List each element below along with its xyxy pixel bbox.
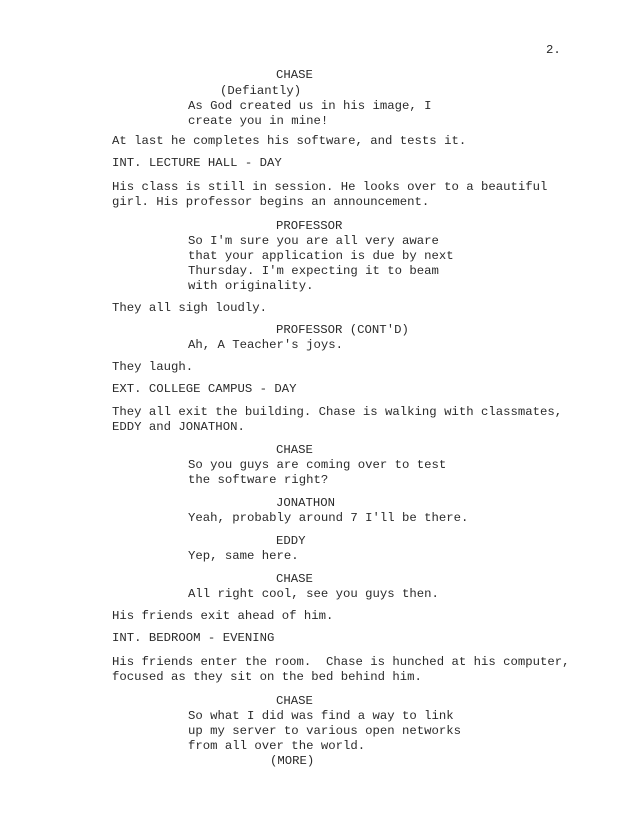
page-number: 2. <box>546 43 561 57</box>
action-line: His class is still in session. He looks over to a beautiful <box>112 180 548 194</box>
dialogue-line: from all over the world. <box>188 739 366 753</box>
action-line: His friends enter the room. Chase is hunched at his computer, <box>112 655 570 669</box>
character-name: EDDY <box>276 534 306 548</box>
dialogue-line: with originality. <box>188 279 314 293</box>
dialogue-line: Yeah, probably around 7 I'll be there. <box>188 511 469 525</box>
dialogue-line: Yep, same here. <box>188 549 299 563</box>
character-name: CHASE <box>276 68 313 82</box>
scene-heading: EXT. COLLEGE CAMPUS - DAY <box>112 382 297 396</box>
dialogue-line: create you in mine! <box>188 114 329 128</box>
character-name: JONATHON <box>276 496 336 510</box>
dialogue-line: Thursday. I'm expecting it to beam <box>188 264 439 278</box>
scene-heading: INT. LECTURE HALL - DAY <box>112 156 282 170</box>
dialogue-line: As God created us in his image, I <box>188 99 432 113</box>
character-name: CHASE <box>276 572 313 586</box>
parenthetical: (Defiantly) <box>220 84 302 98</box>
scene-heading: INT. BEDROOM - EVENING <box>112 631 275 645</box>
character-name: PROFESSOR <box>276 219 343 233</box>
action-line: girl. His professor begins an announcement. <box>112 195 430 209</box>
dialogue-line: up my server to various open networks <box>188 724 462 738</box>
more-marker: (MORE) <box>270 754 315 768</box>
action-line: focused as they sit on the bed behind him. <box>112 670 422 684</box>
dialogue-line: So I'm sure you are all very aware <box>188 234 439 248</box>
dialogue-line: All right cool, see you guys then. <box>188 587 439 601</box>
character-name: CHASE <box>276 694 313 708</box>
dialogue-line: that your application is due by next <box>188 249 454 263</box>
character-name: PROFESSOR (CONT'D) <box>276 323 409 337</box>
dialogue-line: So you guys are coming over to test <box>188 458 447 472</box>
dialogue-line: the software right? <box>188 473 329 487</box>
action-line: They all sigh loudly. <box>112 301 267 315</box>
character-name: CHASE <box>276 443 313 457</box>
dialogue-line: So what I did was find a way to link <box>188 709 454 723</box>
action-line: They laugh. <box>112 360 194 374</box>
action-line: EDDY and JONATHON. <box>112 420 245 434</box>
action-line: They all exit the building. Chase is walking with classmates, <box>112 405 563 419</box>
action-line: At last he completes his software, and tests it. <box>112 134 467 148</box>
dialogue-line: Ah, A Teacher's joys. <box>188 338 343 352</box>
action-line: His friends exit ahead of him. <box>112 609 334 623</box>
